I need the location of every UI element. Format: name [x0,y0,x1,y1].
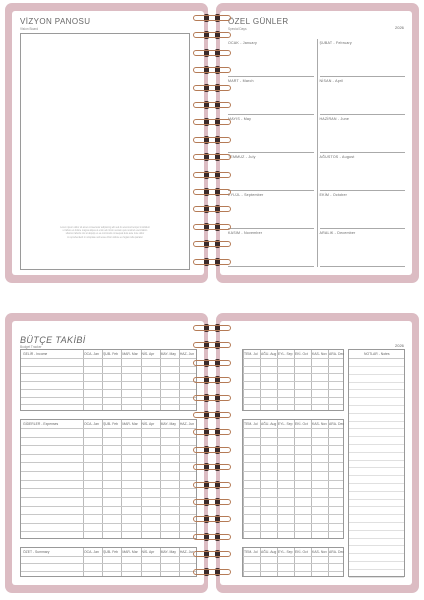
month-cell [228,229,314,267]
month-column-header: HAZ- Jun [179,550,195,554]
month-name-tr: TEMMUZ [228,155,245,159]
month-column-header: AĞU- Aug [261,352,277,356]
table-row [21,437,196,438]
spiral-wire [193,189,231,195]
table-row [21,358,196,359]
budget-tracker-page [12,321,204,585]
month-name-en: August [342,155,355,159]
month-label: ARALIK - December [319,231,356,235]
notes-line [349,545,404,546]
month-name-tr: EYLÜL [228,193,241,197]
month-name-tr: EKİM [319,193,330,197]
budget-table [20,349,197,411]
top-spread [5,3,419,283]
spiral-wire [193,569,231,575]
spiral-ring [190,171,234,179]
month-name-en: September [244,193,264,197]
table-row [243,488,343,489]
month-label: HAZİRAN - June [319,117,350,121]
spiral-ring [190,394,234,402]
section-label: GİDERLER - Expenses [23,422,59,426]
notes-line [349,405,404,406]
notes-line [349,561,404,562]
spiral-ring [190,446,234,454]
month-column-header: EKİ- Oct [295,550,308,554]
spiral-ring [190,14,234,22]
month-label: KASIM - November [228,231,263,235]
month-cell [228,115,314,153]
table-row [21,397,196,398]
table-row [243,571,343,572]
table-row [21,480,196,481]
fineprint-line: Lorem ipsum dolor sit amet consectetur adipiscing elit sed do eiusmod tempor incididunt [60,227,150,229]
table-row [21,497,196,498]
spiral-wire [193,50,231,56]
month-name-tr: NİSAN [319,79,332,83]
spiral-wire [193,137,231,143]
spiral-ring [190,101,234,109]
table-row [243,397,343,398]
month-name-en: June [340,117,350,121]
month-name-en: July [248,155,256,159]
month-name-tr: ŞUBAT [319,41,333,45]
notes-line [349,397,404,398]
spiral-ring [190,258,234,266]
year-label: 2026 [395,343,404,348]
month-name-en: January [242,41,257,45]
page-subtitle: Budget Tracker [20,345,42,349]
spiral-ring [190,240,234,248]
month-column-header: NİS- Apr [141,352,155,356]
spiral-binding [190,8,234,278]
month-label: MART - March [228,79,254,83]
month-label: MAYIS - May [228,117,252,121]
spiral-wire [193,206,231,212]
month-column-header: EKİ- Oct [295,352,308,356]
table-row [243,480,343,481]
month-column-header: KAS- Nov [312,352,327,356]
table-row [21,563,196,564]
month-column-header: TEM- Jul [244,422,258,426]
spiral-wire [193,154,231,160]
spiral-wire [193,482,231,488]
month-column-line [141,350,142,410]
spiral-wire [193,102,231,108]
month-name-en: October [332,193,348,197]
notes-header-line [349,358,404,359]
table-row [243,373,343,374]
spiral-wire [193,395,231,401]
month-label: AĞUSTOS - August [319,155,355,159]
section-label: ÖZET - Summary [23,550,50,554]
month-column-header: MAY- May [160,550,176,554]
spiral-wire [193,516,231,522]
table-row [243,497,343,498]
month-column-header: EKİ- Oct [295,422,308,426]
spiral-wire [193,429,231,435]
notes-line [349,569,404,570]
notes-line [349,475,404,476]
table-row [243,523,343,524]
table-row [21,506,196,507]
month-column-header: ARA- Dec [329,550,345,554]
spiral-wire [193,32,231,38]
section-label: GELİR - Income [23,352,48,356]
month-cell [320,191,406,229]
table-row [243,454,343,455]
month-column-header: MAY- May [160,352,176,356]
spiral-ring [190,31,234,39]
notes-line [349,389,404,390]
notes-line [349,428,404,429]
month-column-header: HAZ- Jun [179,422,195,426]
notes-line [349,530,404,531]
spiral-ring [190,428,234,436]
notes-line [349,491,404,492]
month-cell [320,77,406,115]
month-label: EKİM - October [319,193,348,197]
table-row [21,488,196,489]
month-column-header: ARA- Dec [329,352,345,356]
notes-line [349,514,404,515]
month-column-line [179,350,180,410]
spiral-ring [190,188,234,196]
month-name-tr: AĞUSTOS [319,155,339,159]
spiral-ring [190,136,234,144]
table-row [243,471,343,472]
month-name-en: November [243,231,263,235]
year-label: 2026 [395,25,404,30]
table-row [243,556,343,557]
table-row [243,404,343,405]
table-row [21,462,196,463]
spiral-wire [193,447,231,453]
month-cell [228,153,314,191]
spiral-wire [193,360,231,366]
spiral-ring [190,153,234,161]
spiral-binding [190,318,234,588]
month-column-header: AĞU- Aug [261,422,277,426]
month-column-line [160,350,161,410]
spiral-wire [193,412,231,418]
notes-line [349,436,404,437]
notes-label: NOTLAR - Notes [364,352,390,356]
month-name-tr: OCAK [228,41,239,45]
spiral-wire [193,534,231,540]
month-column-header: EYL- Sep [278,422,293,426]
spiral-ring [190,498,234,506]
notes-line [349,444,404,445]
month-name-en: February [335,41,352,45]
budget-table [242,349,344,411]
notes-line [349,553,404,554]
month-cell [320,39,406,77]
month-name-tr: MAYIS [228,117,240,121]
month-column-header: OCA- Jan [84,352,99,356]
month-name-tr: MART [228,79,239,83]
table-row [243,381,343,382]
month-column-header: TEM- Jul [244,550,258,554]
month-name-en: March [242,79,254,83]
month-column-header: NİS- Apr [141,550,155,554]
table-row [21,381,196,382]
page-title: BÜTÇE TAKİBİ [20,335,86,345]
table-row [243,358,343,359]
month-column-header: NİS- Apr [141,422,155,426]
table-row [243,531,343,532]
month-column-header: OCA- Jan [84,422,99,426]
table-row [21,571,196,572]
month-column-header: MAR- Mar [122,352,138,356]
month-column-line [311,350,312,410]
month-label: NİSAN - April [319,79,344,83]
table-row [21,373,196,374]
vision-board-page [12,11,204,275]
page-subtitle: Special Days [228,27,247,31]
spiral-ring [190,568,234,576]
spiral-ring [190,324,234,332]
vision-board-fineprint [40,227,170,240]
table-row [243,445,343,446]
month-column-line [328,350,329,410]
spiral-ring [190,205,234,213]
spiral-wire [193,325,231,331]
spiral-ring [190,533,234,541]
notes-line [349,577,404,578]
table-row [21,445,196,446]
notes-line [349,421,404,422]
month-name-tr: ARALIK [319,231,334,235]
spiral-ring [190,118,234,126]
month-column-header: EYL- Sep [278,352,293,356]
fineprint-line: ut labore et dolore magna aliqua ut enim ad minim veniam quis nostrud exercitation [62,230,148,233]
month-column-line [277,350,278,410]
month-cell [228,191,314,229]
table-row [243,428,343,429]
budget-table [20,547,197,577]
table-row [21,366,196,367]
month-cell [320,229,406,267]
month-column-header: ŞUB- Feb [103,352,119,356]
month-column-line [102,350,103,410]
spiral-ring [190,223,234,231]
month-label: TEMMUZ - July [228,155,256,159]
spiral-wire [193,241,231,247]
notes-line [349,413,404,414]
spiral-wire [193,259,231,265]
month-column-header: MAR- Mar [122,422,138,426]
table-row [243,506,343,507]
month-column-header: KAS- Nov [312,422,327,426]
spiral-ring [190,550,234,558]
month-column-header: TEM- Jul [244,352,258,356]
notes-box [348,349,405,577]
spiral-wire [193,342,231,348]
month-column-header: ARA- Dec [329,422,345,426]
budget-table [20,419,197,539]
table-row [243,366,343,367]
spiral-wire [193,224,231,230]
month-grid-divider [317,39,318,267]
month-cell [228,77,314,115]
month-label: EYLÜL - September [228,193,264,197]
month-cell [320,153,406,191]
month-column-line [83,350,84,410]
notes-line [349,483,404,484]
spiral-wire [193,464,231,470]
month-column-line [121,350,122,410]
month-name-en: May [243,117,252,121]
fineprint-line: ullamco laboris nisi ut aliquip ex ea commodo consequat duis aute irure dolor [65,233,145,236]
spiral-ring [190,463,234,471]
special-days-page [220,11,412,275]
notes-line [349,460,404,461]
table-row [21,389,196,390]
spiral-wire [193,67,231,73]
page-title: VİZYON PANOSU [20,17,91,26]
notes-line [349,467,404,468]
table-row [21,404,196,405]
spiral-ring [190,411,234,419]
month-label: ŞUBAT - February [319,41,352,45]
table-row [21,523,196,524]
month-grid [228,39,405,267]
table-row [243,389,343,390]
month-column-header: MAR- Mar [122,550,138,554]
month-column-line [294,350,295,410]
notes-line [349,366,404,367]
budget-table [242,547,344,577]
notes-line [349,522,404,523]
month-column-header: AĞU- Aug [261,550,277,554]
month-name-tr: HAZİRAN [319,117,337,121]
month-column-header: KAS- Nov [312,550,327,554]
table-row [243,437,343,438]
month-label: OCAK - January [228,41,257,45]
notes-line [349,374,404,375]
table-row [21,454,196,455]
month-column-header: MAY- May [160,422,176,426]
budget-table [242,419,344,539]
spiral-wire [193,551,231,557]
spiral-ring [190,481,234,489]
page-subtitle: Vision Board [20,27,39,31]
month-column-header: HAZ- Jun [179,352,195,356]
notes-line [349,506,404,507]
spiral-ring [190,341,234,349]
table-row [243,563,343,564]
spiral-wire [193,119,231,125]
table-row [243,462,343,463]
notes-line [349,538,404,539]
spiral-ring [190,84,234,92]
bottom-spread [5,313,419,593]
spiral-wire [193,172,231,178]
fineprint-line: in reprehenderit in voluptate velit esse cillum dolore eu fugiat nulla pariatur [67,236,143,239]
spiral-ring [190,359,234,367]
month-column-header: OCA- Jan [84,550,99,554]
table-row [21,531,196,532]
spiral-ring [190,515,234,523]
month-column-header: EYL- Sep [278,550,293,554]
month-name-tr: KASIM [228,231,241,235]
month-name-en: December [337,231,356,235]
page-title: ÖZEL GÜNLER [228,17,289,26]
notes-line [349,382,404,383]
month-column-header: ŞUB- Feb [103,422,119,426]
spiral-ring [190,66,234,74]
table-row [21,471,196,472]
spiral-ring [190,49,234,57]
month-column-line [260,350,261,410]
month-cell [228,39,314,77]
notes-line [349,499,404,500]
table-row [21,556,196,557]
month-column-line [243,350,244,410]
spiral-wire [193,499,231,505]
table-row [243,514,343,515]
spiral-wire [193,377,231,383]
table-row [21,514,196,515]
month-cell [320,115,406,153]
spiral-ring [190,376,234,384]
spiral-wire [193,15,231,21]
notes-line [349,452,404,453]
budget-tracker-page-2 [220,321,412,585]
spiral-wire [193,85,231,91]
table-row [21,428,196,429]
month-name-en: April [335,79,344,83]
month-column-header: ŞUB- Feb [103,550,119,554]
